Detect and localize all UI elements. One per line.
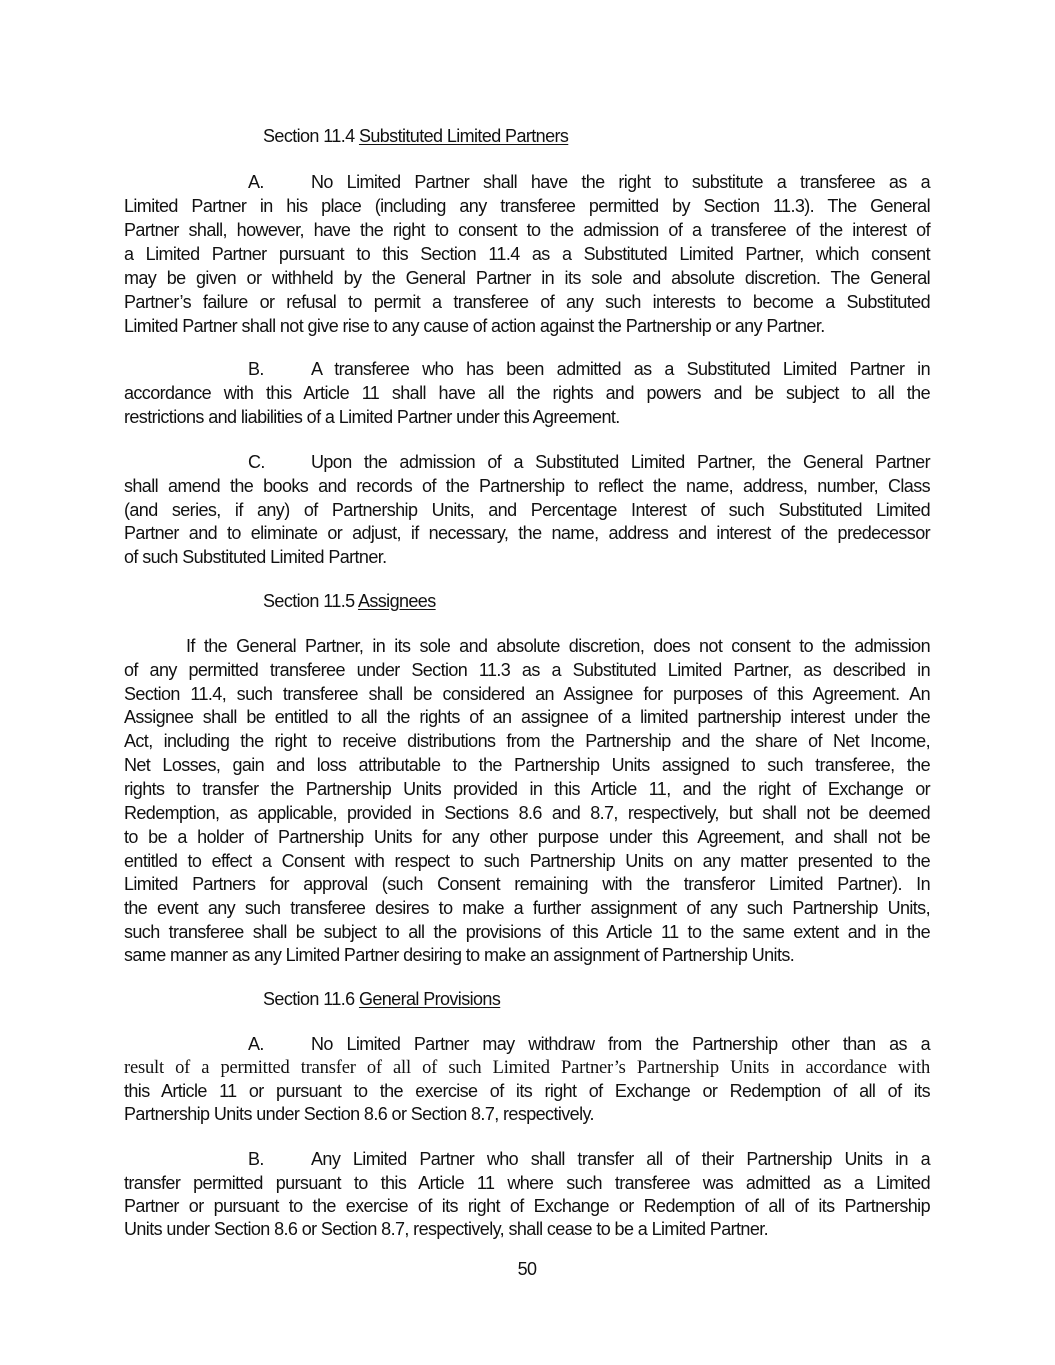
paragraph-marker: B. xyxy=(248,1149,264,1169)
paragraph-marker: B. xyxy=(248,359,264,379)
paragraph-marker: C. xyxy=(248,452,265,472)
section-label: Section 11.4 xyxy=(263,126,355,146)
section-heading-11-6 xyxy=(263,987,500,1011)
paragraph-marker: A. xyxy=(248,1034,264,1054)
text-line: accordance with this Article 11 shall have all the rights and powers and be subject to all the xyxy=(124,383,930,403)
text-line: Limited Partners for approval (such Consent remaining with the transferor Limited Partner). In xyxy=(124,874,930,894)
paragraph-first-line: No Limited Partner shall have the right to substitute a transferee as a xyxy=(311,172,930,192)
paragraph-first-line: A transferee who has been admitted as a Substituted Limited Partner in xyxy=(311,359,930,379)
text-line: Units under Section 8.6 or Section 8.7, respectively, shall cease to be a Limited Partner. xyxy=(124,1219,769,1239)
section-heading-11-5 xyxy=(263,589,436,613)
page-number: 50 xyxy=(517,1259,537,1279)
text-line: Redemption, as applicable, provided in Sections 8.6 and 8.7, respectively, but shall not be deemed xyxy=(124,803,930,823)
text-line: Limited Partner shall not give rise to any cause of action against the Partnership or any Partner. xyxy=(124,316,825,336)
text-line: Limited Partner in his place (including any transferee permitted by Section 11.3). The General xyxy=(124,196,930,216)
text-line: to be a holder of Partnership Units for any other purpose under this Agreement, and shall not be xyxy=(124,827,930,847)
text-line: result of a permitted transfer of all of such Limited Partner’s Partnership Units in accordance with xyxy=(124,1058,930,1078)
text-line: Partner’s failure or refusal to permit a transferee of any such interests to become a Substituted xyxy=(124,292,930,312)
text-line: Partner and to eliminate or adjust, if necessary, the name, address and interest of the predecessor xyxy=(124,523,930,543)
text-line: Partner shall, however, have the right to consent to the admission of a transferee of the interest of xyxy=(124,220,930,240)
paragraph-first-line: Any Limited Partner who shall transfer all of their Partnership Units in a xyxy=(311,1149,930,1169)
text-line: such transferee shall be subject to all the provisions of this Article 11 to the same extent and in the xyxy=(124,922,930,942)
text-line: shall amend the books and records of the Partnership to reflect the name, address, number, Class xyxy=(124,476,930,496)
text-line: Section 11.4, such transferee shall be considered an Assignee for purposes of this Agreement. An xyxy=(124,684,930,704)
text-line: may be given or withheld by the General Partner in its sole and absolute discretion. The General xyxy=(124,268,930,288)
text-line: transfer permitted pursuant to this Article 11 where such transferee was admitted as a Limited xyxy=(124,1173,930,1193)
text-line: of any permitted transferee under Section 11.3 as a Substituted Limited Partner, as described in xyxy=(124,660,930,680)
section-heading-11-4 xyxy=(263,124,568,148)
paragraph-marker: A. xyxy=(248,172,264,192)
section-title: Assignees xyxy=(357,591,436,611)
paragraph-first-line: Upon the admission of a Substituted Limited Partner, the General Partner xyxy=(311,452,930,472)
text-line: (and series, if any) of Partnership Units, and Percentage Interest of such Substituted Limited xyxy=(124,500,930,520)
text-line: this Article 11 or pursuant to the exercise of its right of Exchange or Redemption of all of its xyxy=(124,1081,930,1101)
text-line: Net Losses, gain and loss attributable to the Partnership Units assigned to such transferee, the xyxy=(124,755,930,775)
text-line: the event any such transferee desires to make a further assignment of any such Partnership Units, xyxy=(124,898,930,918)
section-label: Section 11.6 xyxy=(263,989,355,1009)
paragraph-first-line: No Limited Partner may withdraw from the Partnership other than as a xyxy=(311,1034,930,1054)
text-line: of such Substituted Limited Partner. xyxy=(124,547,387,567)
text-line: Assignee shall be entitled to all the rights of an assignee of a limited partnership interest under the xyxy=(124,707,930,727)
text-line: Partner or pursuant to the exercise of its right of Exchange or Redemption of all of its Partnership xyxy=(124,1196,930,1216)
text-line: entitled to effect a Consent with respect to such Partnership Units on any matter presented to the xyxy=(124,851,930,871)
text-line: same manner as any Limited Partner desiring to make an assignment of Partnership Units. xyxy=(124,945,795,965)
section-label: Section 11.5 xyxy=(263,591,355,611)
text-line: a Limited Partner pursuant to this Section 11.4 as a Substituted Limited Partner, which consent xyxy=(124,244,930,264)
text-line: rights to transfer the Partnership Units provided in this Article 11, and the right of Exchange or xyxy=(124,779,930,799)
section-title: General Provisions xyxy=(358,989,501,1009)
section-title: Substituted Limited Partners xyxy=(358,126,569,146)
text-line: Act, including the right to receive distributions from the Partnership and the share of Net Income, xyxy=(124,731,930,751)
text-line: Partnership Units under Section 8.6 or Section 8.7, respectively. xyxy=(124,1104,594,1124)
paragraph-first-line: If the General Partner, in its sole and absolute discretion, does not consent to the admission xyxy=(186,636,930,656)
text-line: restrictions and liabilities of a Limited Partner under this Agreement. xyxy=(124,407,620,427)
